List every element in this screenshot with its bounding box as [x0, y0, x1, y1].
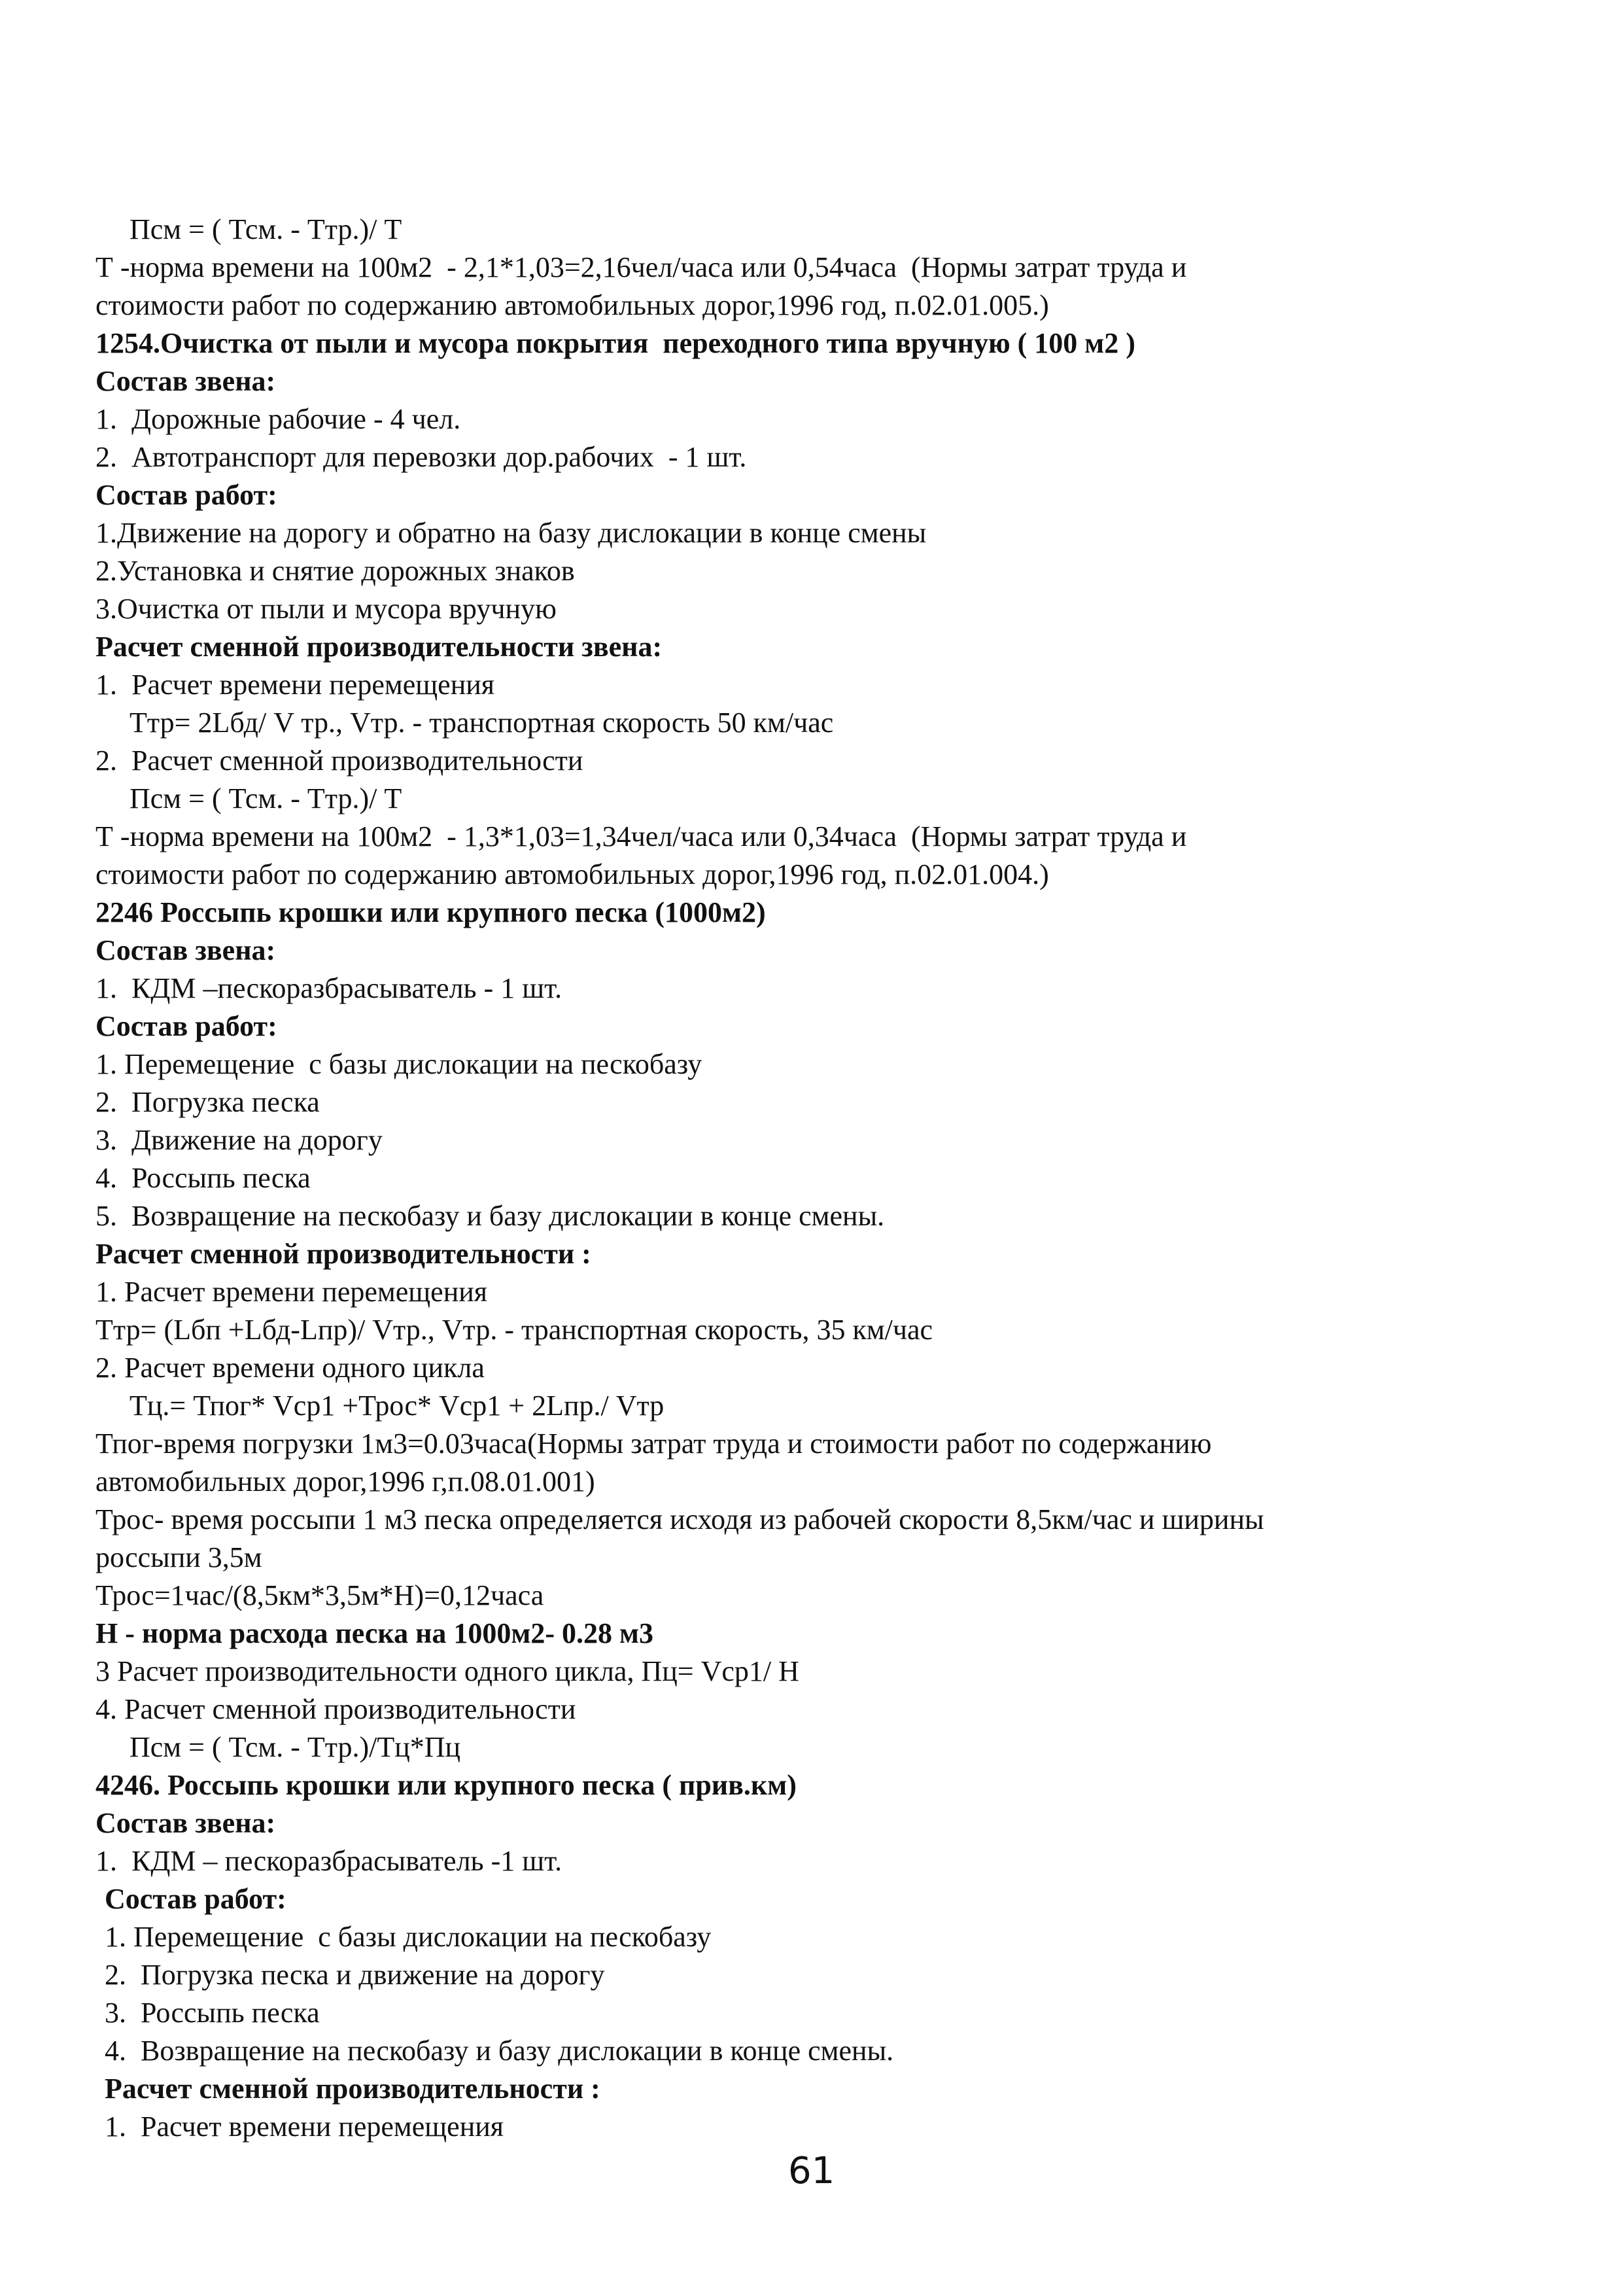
subheading: Состав звена: [95, 365, 276, 397]
list-item: 1. Дорожные рабочие - 4 чел. [95, 403, 461, 435]
formula-line: Ттр= 2Lбд/ V тр., Vтр. - транспортная скорость 50 км/час [130, 707, 834, 739]
list-item: 1. Расчет времени перемещения [105, 2111, 504, 2143]
text-line: стоимости работ по содержанию автомобильных дорог,1996 год, п.02.01.005.) [95, 289, 1049, 321]
formula-line: Псм = ( Тсм. - Ттр.)/ Т [130, 782, 402, 815]
list-item: 2. Погрузка песка и движение на дорогу [105, 1959, 605, 1991]
text-line: автомобильных дорог,1996 г,п.08.01.001) [95, 1465, 595, 1498]
list-item: 4. Возвращение на пескобазу и базу дислокации в конце смены. [105, 2035, 894, 2067]
formula-line: Псм = ( Тсм. - Ттр.)/Тц*Пц [130, 1731, 461, 1763]
list-item: 1. Расчет времени перемещения [95, 1276, 488, 1308]
subheading: Расчет сменной производительности : [95, 1238, 591, 1270]
formula-line: Псм = ( Тсм. - Ттр.)/ Т [130, 213, 402, 245]
list-item: 2. Расчет сменной производительности [95, 745, 583, 777]
list-item: 1. КДМ –пескоразбрасыватель - 1 шт. [95, 972, 562, 1004]
section-heading: 1254.Очистка от пыли и мусора покрытия переходного типа вручную ( 100 м2 ) [95, 327, 1135, 359]
list-item: 1. Перемещение с базы дислокации на пескобазу [95, 1048, 702, 1080]
text-line: стоимости работ по содержанию автомобильных дорог,1996 год, п.02.01.004.) [95, 858, 1049, 890]
list-item: 1.Движение на дорогу и обратно на базу дислокации в конце смены [95, 517, 927, 549]
text-line: Тпог-время погрузки 1м3=0.03часа(Нормы затрат труда и стоимости работ по содержанию [95, 1428, 1212, 1460]
list-item: 1. Расчет времени перемещения [95, 669, 495, 701]
list-item: 4. Россыпь песка [95, 1162, 311, 1194]
formula-line: Ттр= (Lбп +Lбд-Lпр)/ Vтр., Vтр. - транспортная скорость, 35 км/час [95, 1314, 933, 1346]
text-line: Т -норма времени на 100м2 - 1,3*1,03=1,34чел/часа или 0,34часа (Нормы затрат труда и [95, 820, 1187, 852]
page-number: 61 [788, 2150, 835, 2192]
list-item: 1. КДМ – пескоразбрасыватель -1 шт. [95, 1845, 562, 1877]
section-heading: 4246. Россыпь крошки или крупного песка ( прив.км) [95, 1769, 797, 1801]
subheading: Состав работ: [95, 479, 277, 511]
list-item: 3 Расчет производительности одного цикла, Пц= Vср1/ Н [95, 1655, 799, 1687]
list-item: 5. Возвращение на пескобазу и базу дислокации в конце смены. [95, 1200, 885, 1232]
subheading: Н - норма расхода песка на 1000м2- 0.28 м3 [95, 1617, 654, 1649]
document-body [95, 211, 1521, 2146]
list-item: 2. Погрузка песка [95, 1086, 320, 1118]
list-item: 4. Расчет сменной производительности [95, 1693, 576, 1725]
subheading: Состав работ: [105, 1883, 286, 1915]
text-line: Трос- время россыпи 1 м3 песка определяется исходя из рабочей скорости 8,5км/час и ширины [95, 1503, 1264, 1535]
formula-line: Трос=1час/(8,5км*3,5м*Н)=0,12часа [95, 1579, 544, 1611]
list-item: 2. Расчет времени одного цикла [95, 1352, 485, 1384]
list-item: 1. Перемещение с базы дислокации на пескобазу [105, 1921, 712, 1953]
text-line: россыпи 3,5м [95, 1541, 262, 1573]
list-item: 3. Россыпь песка [105, 1997, 320, 2029]
list-item: 3.Очистка от пыли и мусора вручную [95, 593, 557, 625]
subheading: Состав работ: [95, 1010, 277, 1042]
section-heading: 2246 Россыпь крошки или крупного песка (1000м2) [95, 896, 766, 928]
formula-line: Тц.= Тпог* Vср1 +Трос* Vср1 + 2Lпр./ Vтр [130, 1390, 665, 1422]
text-line: Т -норма времени на 100м2 - 2,1*1,03=2,16чел/часа или 0,54часа (Нормы затрат труда и [95, 251, 1187, 283]
subheading: Расчет сменной производительности звена: [95, 631, 663, 663]
subheading: Состав звена: [95, 934, 276, 966]
subheading: Расчет сменной производительности : [105, 2073, 600, 2105]
subheading: Состав звена: [95, 1807, 276, 1839]
list-item: 2.Установка и снятие дорожных знаков [95, 555, 575, 587]
list-item: 3. Движение на дорогу [95, 1124, 383, 1156]
list-item: 2. Автотранспорт для перевозки дор.рабочих - 1 шт. [95, 441, 747, 473]
